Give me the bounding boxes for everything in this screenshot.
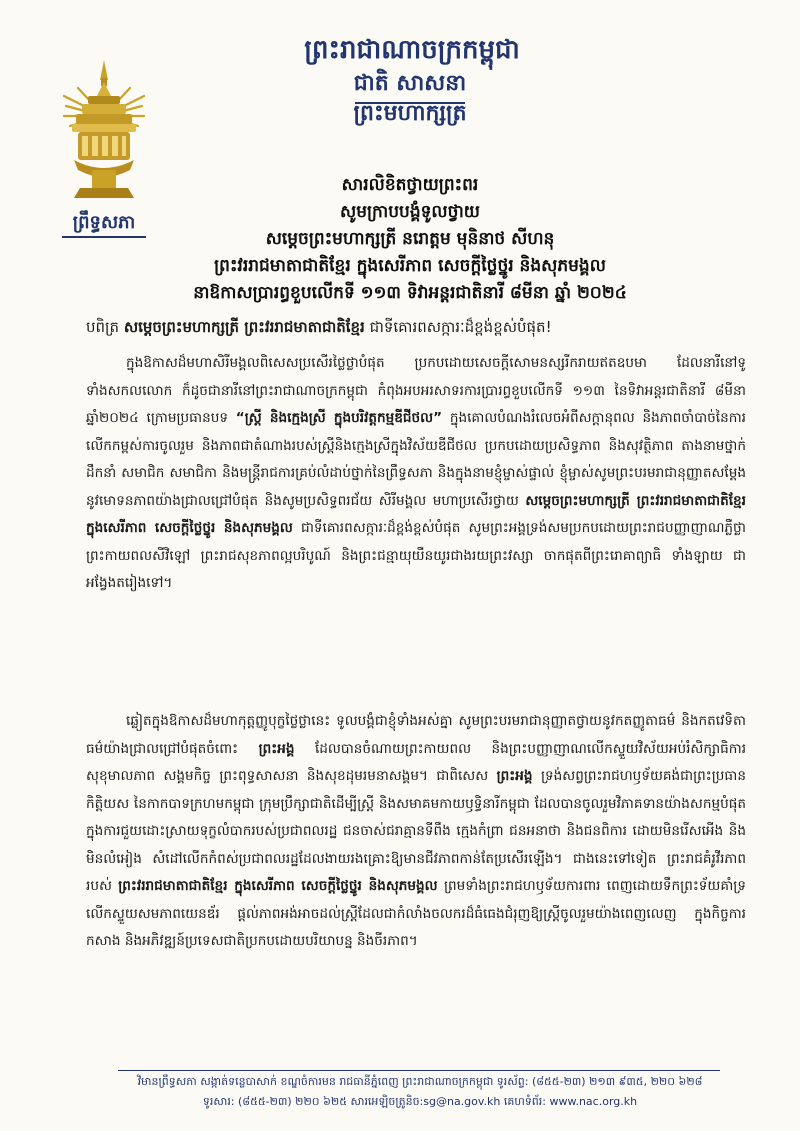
salutation-addressee: សម្តេចព្រះមហាក្សត្រី ព្រះវររាជមាតាជាតិខ្មែរ xyxy=(123,318,365,336)
paragraph-2-text-b: ដែលបានចំណាយព្រះកាយពល និងព្រះបញ្ញាញាណលើកស្ទួយវិស័យអប់រំសិក្សាធិការ សុខុមាលភាព សង្គមកិច្ច ព្រះពុទ្ធសាសនា និងសុខដុមរមនាសង្គម។ ជាពិសេស xyxy=(86,740,747,784)
footer-contact: ទូរសារ: (៨៥៥-២៣) ២២០ ៦២៥ សារអេឡិចត្រូនិច:sg@na.gov.kh គេហទំព័រ: www.nac.org.kh xyxy=(202,1095,638,1108)
body-paragraph-2 xyxy=(86,708,746,956)
paragraph-2-text-a: ឆ្លៀតក្នុងឱកាសដ៏មហាកុត្តញ្ញូបុក្ខថ្លៃថ្លានេះ ទូលបង្គំជាខ្ញុំទាំងអស់គ្នា សូមព្រះបរមរាជានុញ្ញាតថ្វាយនូវកតញ្ញូតាធម៌ និងកតវេទិតាធម៌យ៉ាងជ្រាលជ្រៅបំផុតចំពោះ xyxy=(86,713,746,757)
institution-name: ព្រឹទ្ធសភា xyxy=(72,212,136,233)
title-line-5: នាឱកាសប្រារព្ធខួបលើកទី ១១៣ ទិវាអន្តរជាតិនារី ៨មីនា ឆ្នាំ ២០២៤ xyxy=(193,283,627,303)
paragraph-1-addressee: សម្តេចព្រះមហាក្សត្រី ព្រះវររាជមាតាជាតិខ្មែរ ក្នុងសេរីភាព សេចក្តីថ្លៃថ្នូរ និងសុភមង្គល xyxy=(86,492,746,536)
footer-address: វិមានព្រឹទ្ធសភា សង្កាត់ទន្លេបាសាក់ ខណ្ឌចំការមន រាជធានីភ្នំពេញ ព្រះរាជាណាចក្រកម្ពុជា ទូរស័ព្ទ: (៨៥៥-២៣) ២១៣ ៩៣៥, ២២០ ៦២៨ xyxy=(137,1075,703,1088)
title-line-1: សារលិខិតថ្វាយព្រះពរ xyxy=(341,175,479,195)
title-line-3: សម្តេចព្រះមហាក្សត្រី នរោត្តម មុនិនាថ សីហនុ xyxy=(265,229,555,249)
salutation-prefix: បពិត្រ xyxy=(86,318,120,336)
paragraph-2-text-d: ព្រមទាំងព្រះរាជហឫទ័យការពារ ពេញដោយទឹកព្រះទ័យគាំទ្រលើកស្ទួយសមភាពយេនឌ័រ ផ្តល់ភាពអង់អាចដល់ស្ត្រីដែលជាកំលាំងចលករដ៏ធំធេងជំរុញឱ្យស្ត្រីចូលរួមយ៉ាងពេញលេញ ក្នុងកិច្ចការកសាង និងអភិវឌ្ឍន៍ប្រទេសជាតិប្រកបដោយបរិយាបន្ន និងចីរភាព។ xyxy=(86,878,746,949)
letter-title xyxy=(150,172,670,307)
title-line-2: សូមក្រាបបង្គំទូលថ្វាយ xyxy=(340,202,480,222)
paragraph-2-bold-3: ព្រះវររាជមាតាជាតិខ្មែរ ក្នុងសេរីភាព សេចក្តីថ្លៃថ្នូរ និងសុភមង្គល xyxy=(118,878,438,894)
paragraph-1-text-b: ក្នុងគោលបំណងរំលេចអំពីសក្តានុពល និងភាពចាំបាច់នៃការលើកកម្ពស់ការចូលរួម និងភាពជាតំណាងរបស់ស្ត្រីនិងក្មេងស្រីក្នុងវិស័យឌីជីថល ប្រកបដោយប្រសិទ្ធភាព និងសុវត្ថិភាព តាងនាមថ្នាក់ដឹកនាំ សមាជិក សមាជិកា និងមន្ត្រីរាជការគ្រប់លំដាប់ថ្នាក់នៃព្រឹទ្ធសភា និងក្នុងនាមខ្ញុំម្ចាស់ផ្ទាល់ ខ្ញុំម្ចាស់សូមព្រះបរមរាជានុញ្ញាតសម្តែងនូវមោទនភាពយ៉ាងជ្រាលជ្រៅបំផុត និងសូមប្រសិទ្ធពរជ័យ សិរីមង្គល មហាប្រសើរថ្វាយ xyxy=(86,410,746,509)
salutation-suffix: ជាទីគោរពសក្ការៈដ៏ខ្ពង់ខ្ពស់បំផុត! xyxy=(369,318,552,336)
title-line-4: ព្រះវររាជមាតាជាតិខ្មែរ ក្នុងសេរីភាព សេចក្តីថ្លៃថ្នូរ និងសុភមង្គល xyxy=(214,256,606,276)
motto-divider xyxy=(355,102,465,104)
institution-divider xyxy=(62,236,146,238)
paragraph-2-bold-2: ព្រះអង្គ xyxy=(496,768,533,784)
paragraph-2-bold-1: ព្រះអង្គ xyxy=(258,740,295,757)
national-motto: ជាតិ សាសនា ព្រះមហាក្សត្រ xyxy=(353,70,467,126)
paragraph-1-text-a: ក្នុងឱកាសដ៏មហាសិរីមង្គលពិសេសប្រសើរថ្លៃថ្លាបំផុត ប្រកបដោយសេចក្តីសោមនស្សរីករាយឥតឧបមា ដែលនារីនៅទូទាំងសកលលោក ក៏ដូចជានារីនៅព្រះរាជាណាចក្រកម្ពុជា កំពុងអបអរសាទរការប្រារព្ធខួបលើកទី ១១៣ នៃទិវាអន្តរជាតិនារី ៨មីនា ឆ្នាំ២០២៤ ក្រោមប្រធានបទ xyxy=(86,355,746,426)
salutation xyxy=(86,316,746,338)
paragraph-2-text-c: ទ្រង់សព្វព្រះរាជហឫទ័យគង់ជាព្រះប្រធានកិត្តិយស នៃកាកបាទក្រហមកម្ពុជា ក្រុមប្រឹក្សាជាតិដើម្បីស្ត្រី និងសមាគមកាយឫទ្ធិនារីកម្ពុជា ដែលបានចូលរួមវិភាគទានយ៉ាងសកម្មបំផុតក្នុងការជួយដោះស្រាយទុក្ខលំបាករបស់ប្រជាពលរដ្ឋ ជនចាស់ជរាគ្មានទីពឹង ក្មេងកំព្រា ជនអនាថា និងជនពិការ ដោយមិនរើសអើង និងមិនលំអៀង សំដៅលើកកំពស់ប្រជាពលរដ្ឋដែលងាយរងគ្រោះឱ្យមានជីវភាពកាន់តែប្រសើរឡើង។ ជាងនេះទៅទៀត ព្រះរាជគំរូវីរភាពរបស់ xyxy=(86,768,746,894)
footer-divider xyxy=(118,1070,720,1071)
paragraph-1-text-c: ជាទីគោរពសក្ការៈដ៏ខ្ពង់ខ្ពស់បំផុត សូមព្រះអង្គទ្រង់សមប្រកបដោយព្រះរាជបញ្ញាញាណភ្លឺថ្លា ព្រះកាយពលសីវិឡៅ ព្រះរាជសុខភាពល្អបរិបូណ៍ និងព្រះជន្មាយុយឺនយូរជាងរយព្រះវស្សា ចាកផុតពីព្រះរោគាព្យាធិ ទាំងឡាយ ជាអង្វែងតរៀងទៅ។ xyxy=(86,520,746,591)
paragraph-1-theme: “ស្ត្រី និងក្មេងស្រី ក្នុងបរិវត្តកម្មឌីជីថល” xyxy=(235,410,443,426)
kingdom-heading: ព្រះរាជាណាចក្រកម្ពុជា xyxy=(304,35,520,65)
senate-emblem-icon xyxy=(58,58,150,208)
body-paragraph-1 xyxy=(86,350,746,598)
